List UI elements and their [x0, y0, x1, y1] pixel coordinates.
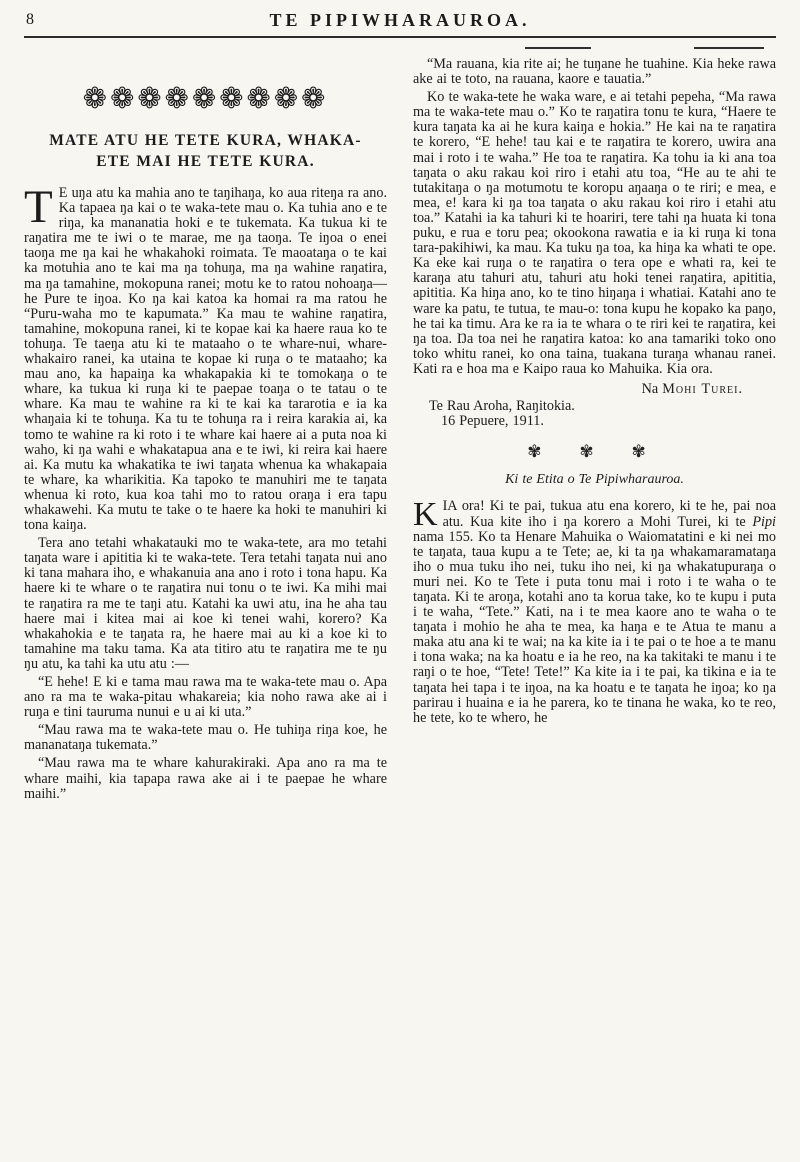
quote-paragraph: “E hehe! E ki e tama mau rawa ma te waka-tete mau o. Apa ano ra ma te waka-pitau whakareia; kia noho rawa ake ai i ruŋa e tini tauruma nunui e u ai ki uta.” — [24, 674, 387, 721]
letter-text-after-italic: nama 155. Ko ta Henare Mahuika o Waiomatatini e ki nei mo te taŋata, taua kupu a te Tete; ae, ki ta ŋa whakamaramataŋa iho o mua tuku iho nei, tuku iho nei, ki ŋa whakatupuraŋa o muri nei. Ko te Tete i puta tonu mai i roto i te waha o te taŋata. Ki te aroŋa, kotahi ano ta korua take, ko te kupu i puta i te waha, “Tete.” Kati, na i te mea kaore ano te waha o te taŋata i mohio he aha te mea, ka haŋa e te Atua te manu a maka atu ana ki te wai; na ka kite ia i te pai o te hoe a te manu i tona waka; na ka hoatu e ia he reo, na ka takitaki te manu i te raŋi o te hoe, “Tete! Tete!” Ka kite ia i te pai, ka tikina e ia te taŋata hei tapa i te iŋoa, na ka hoatu e te taŋata he iŋoa; ko ŋa parirau i huaina e ia he parera, ko te tinana he waka, ko te reo, he tete, ko te whero, he — [413, 528, 776, 726]
page-number: 8 — [26, 11, 34, 28]
section-divider-ornaments: ✾ ✾ ✾ — [527, 442, 662, 463]
article-heading — [24, 130, 387, 172]
quote-paragraph: “Mau rawa ma te whare kahurakiraki. Apa ano ra ma te whare maihi, kia tapapa rawa ake ai i te paepae he whare maihi.” — [24, 755, 387, 802]
rule-fragment — [694, 47, 764, 49]
masthead-title: TE PIPIWHARAUROA. — [269, 10, 531, 30]
letter-opening-paragraph — [413, 496, 776, 726]
signature-name: Mohi Turei — [662, 380, 739, 397]
column-container — [24, 43, 776, 805]
rule-fragments — [413, 43, 776, 57]
article-heading-line2: ETE MAI HE TETE KURA. — [96, 153, 315, 170]
article-opening-paragraph — [24, 181, 387, 534]
address-line: Te Rau Aroha, Raŋitokia. — [429, 398, 575, 415]
rule-fragment — [525, 47, 591, 49]
article-heading-line1: MATE ATU HE TETE KURA, WHAKA- — [49, 132, 362, 149]
right-column — [413, 43, 776, 805]
left-column — [24, 43, 387, 805]
date-line: 16 Pepuere, 1911. — [441, 413, 544, 430]
quote-paragraph: “Ma rauana, kia rite ai; he tuŋane he tuahine. Kia heke rawa ake ai te toto, na rauana, kaore e tauatia.” — [413, 56, 776, 88]
ornament-strip: ❁❁❁❁❁❁❁❁❁ — [82, 81, 329, 115]
article-paragraph: Ko te waka-tete he waka ware, e ai tetahi pepeha, “Ma rawa ma te waka-tete mau o.” Ko te raŋatira tonu te kura, “Haere te kura taŋata ka ai he kura kaiŋa e hokia.” He kai na te raŋatira te korero, “E hehe! tau kai e te raŋatira te korero, uwira ana mai i roto i te waha.” He toa te raŋatira. Ka tohu ia ki ana toa taŋata o aku rakau koi riro i etahi atu toa, “He au te ahi te tutakitaŋa o ŋa motumotu te koropu aŋaaŋa o te riri; e mea, e mea, e! kara ki ŋa toa taŋata o aku rakau koi riro i etahi atu toa.” Katahi ia ka tahuri ki te hoariri, tere tahi ŋa huata ki tona puku, e rua e toru pea; okookona rawatia e ia ki ruŋa ki tona tara-pakihiwi, ka mau. Ka tuku ŋa toa, ka hiŋa ka whati te ope. Ka eke kai ruŋa o te raŋatira o tera ope e whati ra, kei te karaŋa atu tahuri atu, tahuri atu hoki tenei raŋatira, apititia, apititia. Ka hiŋa ano, ko te tino hiŋaŋa i whatiai. Katahi ano te ware ka patu, te tutua, te mau-o: tona kupu he kopako ka paŋo, he tai ka timu. Ara ke ra ia te whara o te riri kei te raŋatira, kei ŋa toa. Ŋa toa nei he raŋatira katoa: ko ana tamariki toko ono toko whitu ranei, ko ona taina, tuakana turaŋa whanau ranei. Kati ra e hoa ma e Kaipo raua ko Mahuika. Kia ora. — [413, 89, 776, 377]
letter-text-before-italic: IA ora! Ki te pai, tukua atu ena korero, ki te he, pai noa atu. Kua kite iho i ŋa korero a Mohi Turei, ki te — [442, 498, 776, 530]
masthead-rule — [24, 36, 776, 38]
signature-prefix: Na — [641, 380, 663, 397]
page-header — [24, 8, 776, 34]
article-paragraph: Tera ano tetahi whakatauki mo te waka-tete, ara mo tetahi taŋata ware i apititia ki te waka-tete. Tera tetahi taŋata nui ano ki tana mahara iho, e whakanuia ana ano i roto i tona hapu. Ka haere ki te whare o te raŋatira nui tonu o te iwi. Ka mihi mai te raŋatira ra me te taŋi atu. Katahi ka uwi atu, ina he aha tau haere mai i kitea mai ai koe ki tenei wahi, korero? Ka whakahokia e te taŋata ra, he haere mai au ki a koe ki to tamahine ma taku tama. Ka ata titiro atu te raŋatira me te ŋu ŋu atu, ka tahi ka utu atu :— — [24, 535, 387, 672]
article-opening-text: E uŋa atu ka mahia ano te taŋihaŋa, ko aua riteŋa ra ano. Ka tapaea ŋa kai o te waka-tete mau o. Ka tuhia ano e te riŋa, ka mananatia hoki e te tukemata. Ka tukua ki te raŋatira me te iwi o te marae, me ŋa taoŋa. Te iŋoa o enei taoŋa me ŋa kai he whakahoki roimata. Te maoataŋa o te kai ka motuhia ano te kai ma ŋa tohuŋa, ma ŋa wahine raŋatira, ma ŋa tamahine, mokopuna ranei; motu ke to ratou nohoaŋa—he Pure te iŋoa. Ko ŋa kai katoa ka homai ra ma ratou he “Puru-waha mo te kapumata.” Ka mau te wahine raŋatira, tamahine, mokopuna ranei, ki te kopae kai ka haere raua ko te tohuŋa. Te taeŋa atu ki te mataaho o te whare-nui, whare-whakairo ranei, ka utaina te kopae ki ruŋa o te mataaho; ka mau ano, ka hapaiŋa ka whakapakia ki te tomokaŋa o te whare, ka tukua ki ruŋa ki te paepae toaŋa o te tatau o te whare. Ka mau te wahine ra ki te kai ka tararotia e ia ka whaŋaia ki te tohuŋa. Ka tu te tohuŋa ra i reira karakia ai, ka tomo te wahine ra ki roto i te whare kai haere ai a puta noa ki waho, ki ŋa wahi e whakatapua ana e te iwi, ki reira kai haere ai. Ka mutu ka whakatika te iwi taŋata whenua ka whakapaia te whare, ka wharikitia. Ka tapoko te manuhiri me te taŋata whenua ki roto, kua koa tahi mo to ratou oraŋa i era tapu whakawehi. Ka mutu te take o te haere ka hoki te manuhiri ki tona kaiŋa. — [24, 185, 387, 534]
quote-paragraph: “Mau rawa ma te waka-tete mau o. He tuhiŋa riŋa koe, he mananataŋa tukemata.” — [24, 722, 387, 754]
signature-suffix: . — [738, 380, 742, 397]
letter-italic-word: Pipi — [752, 513, 776, 530]
dropcap-letter-t: T — [24, 181, 53, 233]
letter-heading: Ki te Etita o Te Pipiwharauroa. — [505, 472, 684, 488]
dropcap-letter-k: K — [413, 496, 438, 534]
signature-line — [413, 382, 742, 397]
